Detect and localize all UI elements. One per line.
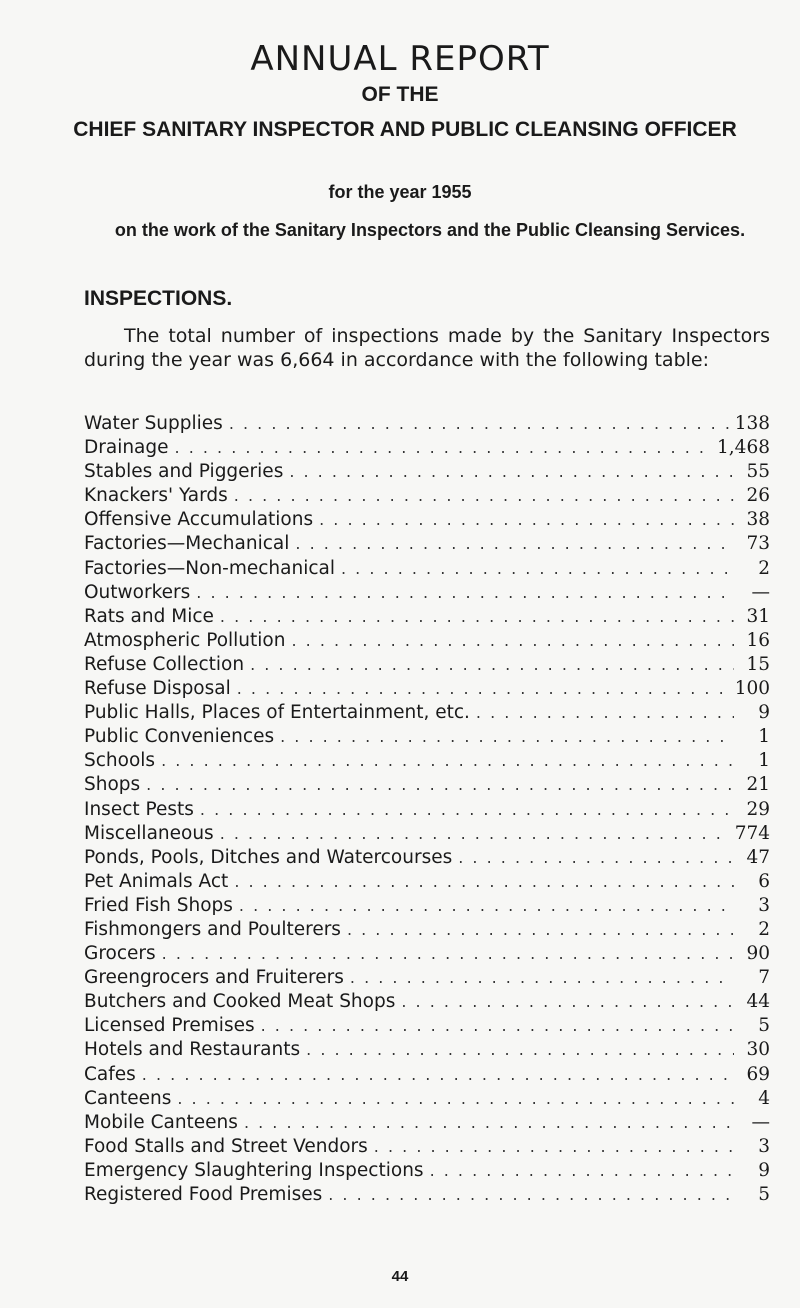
row-value: 6 xyxy=(758,870,770,892)
table-row xyxy=(84,508,770,532)
row-value: 55 xyxy=(746,461,770,483)
row-label: Factories—Non-mechanical xyxy=(84,557,335,579)
row-label: Food Stalls and Street Vendors xyxy=(84,1135,368,1157)
inspections-table xyxy=(84,412,770,1207)
section-title: INSPECTIONS. xyxy=(84,287,233,310)
row-value: 774 xyxy=(734,822,770,844)
table-row xyxy=(84,894,770,918)
report-title: ANNUAL REPORT xyxy=(250,39,550,79)
row-value: 2 xyxy=(758,557,770,579)
row-label: Rats and Mice xyxy=(84,605,214,627)
row-label: Water Supplies xyxy=(84,413,223,434)
dot-leader xyxy=(319,508,734,532)
row-label: Public Halls, Places of Entertainment, etc. xyxy=(84,702,470,724)
row-value: 5 xyxy=(758,1015,770,1037)
row-label: Stables and Piggeries xyxy=(84,461,284,483)
table-row xyxy=(84,1014,770,1038)
report-heading: CHIEF SANITARY INSPECTOR AND PUBLIC CLEANSING OFFICER xyxy=(73,118,737,141)
dot-leader xyxy=(289,460,734,484)
table-row xyxy=(84,605,770,629)
dot-leader xyxy=(430,1159,734,1183)
dot-leader xyxy=(280,725,734,749)
intro-text: The total number of inspections made by the Sanitary Inspectors during the year was 6,664 in accordance with the following table: xyxy=(84,325,770,371)
row-label: Miscellaneous xyxy=(84,822,214,844)
row-value: 16 xyxy=(746,629,770,651)
row-label: Schools xyxy=(84,750,156,772)
table-row xyxy=(84,1183,770,1207)
row-value: 30 xyxy=(746,1039,770,1061)
table-row xyxy=(84,749,770,773)
row-label: Insect Pests xyxy=(84,798,194,820)
dot-leader xyxy=(229,412,729,436)
dot-leader xyxy=(237,677,729,701)
row-value: 9 xyxy=(758,702,770,724)
dot-leader xyxy=(234,484,734,508)
row-label: Offensive Accumulations xyxy=(84,509,314,531)
row-value: 100 xyxy=(734,678,770,700)
table-row xyxy=(84,966,770,990)
dot-leader xyxy=(250,653,734,677)
row-label: Hotels and Restaurants xyxy=(84,1039,301,1061)
row-value: — xyxy=(751,1111,770,1133)
row-value: 1 xyxy=(758,726,770,748)
dot-leader xyxy=(200,798,734,822)
dot-leader xyxy=(142,1063,734,1087)
row-value: 90 xyxy=(746,943,770,965)
table-row xyxy=(84,1159,770,1183)
row-value: — xyxy=(751,581,770,603)
dot-leader xyxy=(374,1135,734,1159)
row-value: 69 xyxy=(746,1063,770,1085)
row-value: 9 xyxy=(758,1159,770,1181)
row-label: Ponds, Pools, Ditches and Watercourses xyxy=(84,846,453,868)
dot-leader xyxy=(306,1038,734,1062)
row-label: Factories—Mechanical xyxy=(84,533,290,555)
dot-leader xyxy=(458,846,734,870)
dot-leader xyxy=(177,1087,734,1111)
table-row xyxy=(84,532,770,556)
row-label: Emergency Slaughtering Inspections xyxy=(84,1159,424,1181)
dot-leader xyxy=(347,918,734,942)
row-value: 38 xyxy=(746,509,770,531)
dot-leader xyxy=(291,629,734,653)
dot-leader xyxy=(350,966,734,990)
row-label: Butchers and Cooked Meat Shops xyxy=(84,991,396,1013)
row-value: 7 xyxy=(758,967,770,989)
row-label: Pet Animals Act xyxy=(84,870,229,892)
row-value: 3 xyxy=(758,1135,770,1157)
row-label: Refuse Collection xyxy=(84,653,245,675)
table-row xyxy=(84,653,770,677)
dot-leader xyxy=(234,870,734,894)
table-row xyxy=(84,484,770,508)
table-row xyxy=(84,822,770,846)
row-value: 2 xyxy=(758,918,770,940)
table-row xyxy=(84,629,770,653)
table-row xyxy=(84,1038,770,1062)
dot-leader xyxy=(220,605,734,629)
dot-leader xyxy=(220,822,729,846)
table-row xyxy=(84,701,770,725)
row-value: 5 xyxy=(758,1184,770,1205)
table-row xyxy=(84,436,770,460)
dot-leader xyxy=(261,1014,734,1038)
dot-leader xyxy=(239,894,734,918)
table-row xyxy=(84,846,770,870)
table-row xyxy=(84,557,770,581)
dot-leader xyxy=(244,1111,734,1135)
row-label: Atmospheric Pollution xyxy=(84,629,286,651)
report-year: for the year 1955 xyxy=(328,182,472,202)
row-label: Canteens xyxy=(84,1087,172,1109)
table-row xyxy=(84,1063,770,1087)
dot-leader xyxy=(146,773,734,797)
row-value: 3 xyxy=(758,894,770,916)
dot-leader xyxy=(196,581,734,605)
row-label: Outworkers xyxy=(84,581,191,603)
row-value: 73 xyxy=(746,533,770,555)
table-row xyxy=(84,460,770,484)
row-value: 1,468 xyxy=(717,437,770,459)
row-value: 1 xyxy=(758,750,770,772)
intro-paragraph xyxy=(84,324,770,372)
table-row xyxy=(84,1087,770,1111)
table-row xyxy=(84,773,770,797)
dot-leader xyxy=(476,701,734,725)
row-label: Cafes xyxy=(84,1063,136,1085)
row-value: 29 xyxy=(746,798,770,820)
row-label: Drainage xyxy=(84,437,169,459)
table-row xyxy=(84,412,770,436)
table-row xyxy=(84,1135,770,1159)
report-scope: on the work of the Sanitary Inspectors and the Public Cleansing Services. xyxy=(114,220,746,240)
dot-leader xyxy=(295,532,734,556)
row-label: Greengrocers and Fruiterers xyxy=(84,967,344,989)
row-label: Refuse Disposal xyxy=(84,678,231,700)
row-value: 44 xyxy=(746,991,770,1013)
row-value: 21 xyxy=(746,774,770,796)
row-value: 47 xyxy=(746,846,770,868)
table-row xyxy=(84,990,770,1014)
report-subtitle: OF THE xyxy=(361,83,439,106)
row-label: Shops xyxy=(84,774,141,796)
row-value: 31 xyxy=(746,605,770,627)
dot-leader xyxy=(175,436,712,460)
dot-leader xyxy=(162,942,734,966)
table-row xyxy=(84,870,770,894)
table-row xyxy=(84,725,770,749)
row-label: Knackers' Yards xyxy=(84,485,228,507)
dot-leader xyxy=(401,990,734,1014)
table-row xyxy=(84,918,770,942)
table-row xyxy=(84,581,770,605)
row-label: Grocers xyxy=(84,943,156,965)
row-value: 4 xyxy=(758,1087,770,1109)
row-value: 26 xyxy=(746,485,770,507)
row-label: Licensed Premises xyxy=(84,1015,255,1037)
row-label: Mobile Canteens xyxy=(84,1111,238,1133)
table-row xyxy=(84,677,770,701)
row-label: Fried Fish Shops xyxy=(84,894,233,916)
table-row xyxy=(84,798,770,822)
table-row xyxy=(84,1111,770,1135)
row-value: 138 xyxy=(734,413,770,434)
table-row xyxy=(84,942,770,966)
dot-leader xyxy=(161,749,734,773)
row-label: Public Conveniences xyxy=(84,726,275,748)
row-label: Registered Food Premises xyxy=(84,1184,323,1205)
dot-leader xyxy=(328,1183,734,1207)
row-value: 15 xyxy=(746,653,770,675)
row-label: Fishmongers and Poulterers xyxy=(84,918,341,940)
page-number: 44 xyxy=(391,1268,409,1285)
dot-leader xyxy=(341,557,734,581)
